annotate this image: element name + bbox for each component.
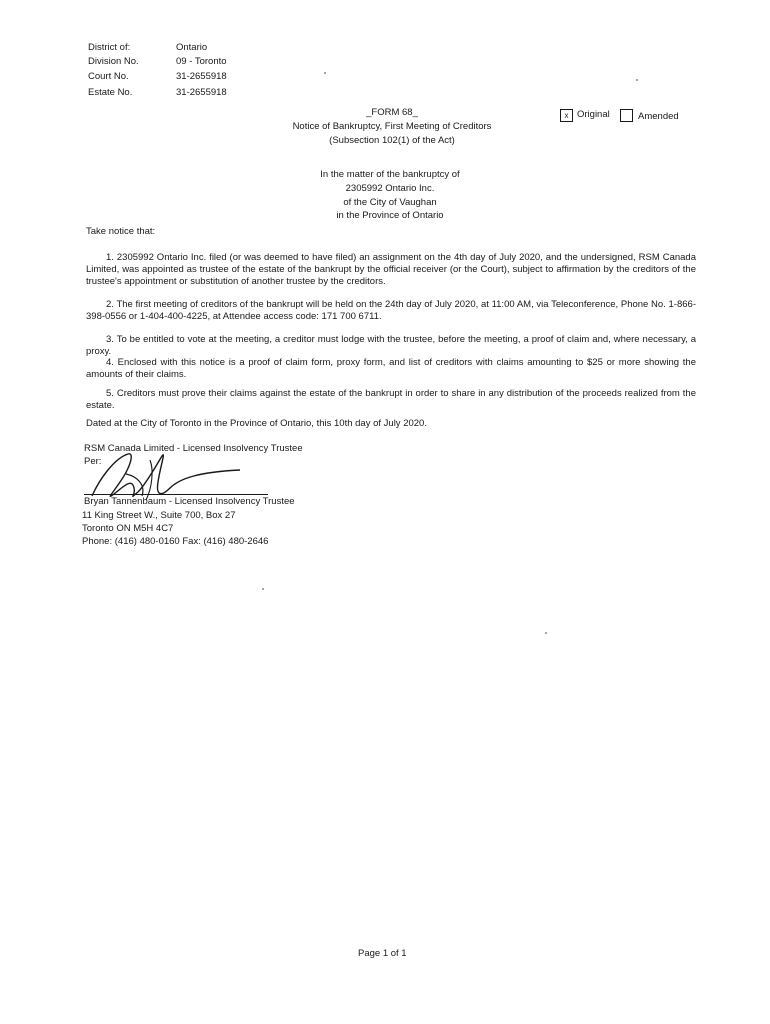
scan-speck: [636, 79, 638, 81]
phone-fax: Phone: (416) 480-0160 Fax: (416) 480-2646: [82, 536, 269, 547]
court-label: Court No.: [88, 71, 129, 82]
signature-line: [84, 494, 268, 495]
original-checkbox[interactable]: x: [560, 109, 573, 122]
form-number: _FORM 68_: [366, 107, 418, 118]
firm-name: RSM Canada Limited - Licensed Insolvency Trustee: [84, 443, 303, 454]
original-label: Original: [577, 109, 610, 120]
estate-label: Estate No.: [88, 87, 133, 98]
scan-speck: [262, 588, 264, 590]
notice-paragraph-4: 4. Enclosed with this notice is a proof of claim form, proxy form, and list of creditors with claims amounting to $25 or more showing the amounts of their claims.: [86, 357, 696, 380]
notice-intro: Take notice that:: [86, 226, 156, 237]
matter-line-2: 2305992 Ontario Inc.: [345, 183, 435, 194]
division-value: 09 - Toronto: [176, 56, 227, 67]
notice-paragraph-3: 3. To be entitled to vote at the meeting, a creditor must lodge with the trustee, before the meeting, a proof of claim and, where necessary, a proxy.: [86, 334, 696, 357]
estate-value: 31-2655918: [176, 87, 227, 98]
notice-paragraph-1: 1. 2305992 Ontario Inc. filed (or was deemed to have filed) an assignment on the 4th day of July 2020, and the undersigned, RSM Canada Limited, was appointed as trustee of the estate of the bankrupt by the official receiver (or the Court), subject to affirmation by the creditors of the trustee's appointment or substitution of another trustee by the creditors.: [86, 252, 696, 287]
per-label: Per:: [84, 456, 102, 467]
notice-paragraph-5: 5. Creditors must prove their claims against the estate of the bankrupt in order to share in any distribution of the proceeds realized from the estate.: [86, 388, 696, 411]
page-number: Page 1 of 1: [358, 948, 407, 959]
matter-line-1: In the matter of the bankruptcy of: [320, 169, 460, 180]
notice-paragraph-2: 2. The first meeting of creditors of the bankrupt will be held on the 24th day of July 2020, at 11:00 AM, via Teleconference, Phone No. 1-866-398-0556 or 1-404-400-4225, at Attendee access code: 171 700 6711.: [86, 299, 696, 322]
matter-line-3: of the City of Vaughan: [343, 197, 437, 208]
district-label: District of:: [88, 42, 131, 53]
address-line-1: 11 King Street W., Suite 700, Box 27: [82, 510, 236, 521]
form-title: Notice of Bankruptcy, First Meeting of Creditors: [292, 121, 492, 132]
amended-label: Amended: [638, 111, 679, 122]
address-line-2: Toronto ON M5H 4C7: [82, 523, 174, 534]
matter-line-4: in the Province of Ontario: [336, 210, 444, 221]
division-label: Division No.: [88, 56, 139, 67]
court-value: 31-2655918: [176, 71, 227, 82]
form-subtitle: (Subsection 102(1) of the Act): [329, 135, 455, 146]
amended-checkbox[interactable]: [620, 109, 633, 122]
district-value: Ontario: [176, 42, 208, 53]
signer-name: Bryan Tannenbaum - Licensed Insolvency Trustee: [84, 496, 295, 507]
scan-speck: [545, 632, 547, 634]
scan-speck: [324, 72, 326, 74]
dated-line: Dated at the City of Toronto in the Province of Ontario, this 10th day of July 2020.: [86, 418, 427, 429]
